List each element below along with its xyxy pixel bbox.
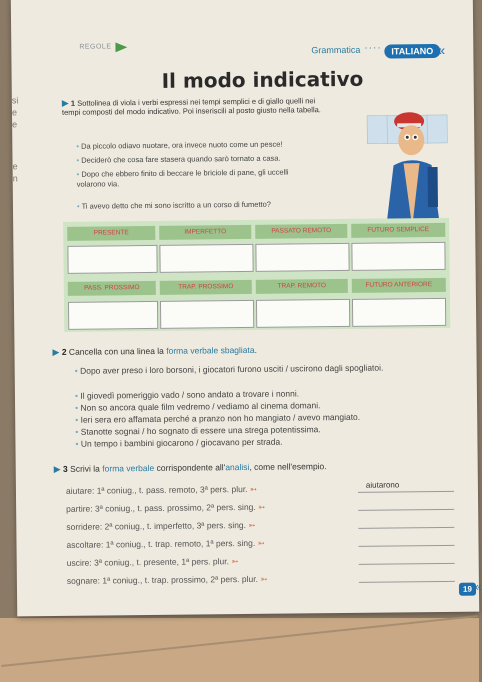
- exercise1-sentence: • Da piccolo odiavo nuotare, ora invece nuoto come un pesce!: [76, 139, 283, 151]
- table-cell[interactable]: [351, 242, 445, 271]
- table-header: FUTURO ANTERIORE: [352, 278, 446, 293]
- table-header: IMPERFETTO: [159, 225, 251, 240]
- dots-decoration: ····: [364, 42, 382, 54]
- margin-letter: si: [11, 95, 19, 106]
- arrow-icon: ➳: [257, 537, 265, 548]
- instruction-text: corrispondente all': [154, 462, 226, 473]
- answer-line[interactable]: [358, 509, 454, 511]
- table-cell[interactable]: [352, 298, 446, 327]
- exercise3-row: [67, 556, 239, 569]
- table-cell[interactable]: [68, 301, 158, 330]
- sentence-text: Dopo che ebbero finito di beccare le briciole di pane, gli uccelli volarono via.: [76, 167, 289, 189]
- table-cell[interactable]: [160, 300, 254, 329]
- analysis-text: ascoltare: 1ª coniug., t. trap. remoto, 1ª pers. sing.: [66, 537, 256, 550]
- sentence-text: Stanotte sognai / ho sognato di essere una strega potentissima.: [80, 424, 321, 437]
- exercise1-number: 1: [70, 98, 76, 108]
- page-number: 19: [459, 583, 476, 596]
- table-cell[interactable]: [256, 299, 350, 328]
- instruction-text: Cancella con una linea la: [68, 345, 167, 357]
- arrow-icon: ➳: [249, 483, 258, 494]
- exercise2-sentence: • Non so ancora quale film vedremo / vediamo al cinema domani.: [75, 400, 321, 413]
- analysis-text: partire: 3ª coniug., t. pass. prossimo, 2ª pers. sing.: [66, 501, 256, 514]
- exercise3-number: 3: [62, 463, 68, 474]
- analysis-text: sognare: 1ª coniug., t. trap. prossimo, 2ª pers. plur.: [66, 573, 258, 586]
- exercise-arrow-icon: ▶: [52, 346, 60, 358]
- double-chevron-icon: «: [437, 41, 446, 58]
- sentence-text: Ieri sera ero affamata perché a pranzo non ho mangiato / avevo mangiato.: [80, 411, 361, 425]
- margin-letter: e: [12, 119, 18, 130]
- sentence-text: Non so ancora quale film vedremo / vediamo al cinema domani.: [80, 400, 321, 413]
- answer-line[interactable]: [359, 581, 455, 583]
- margin-letter: e: [12, 161, 18, 172]
- textbook-page: [11, 0, 482, 616]
- exercise1-text: Sottolinea di viola i verbi espressi nei tempi semplici e di giallo quelli nei tempi composti del modo indicativo. Poi inseriscili al posto giusto nella tabella.: [61, 96, 321, 117]
- sentence-text: Deciderò che cosa fare stasera quando sarò tornato a casa.: [81, 153, 281, 165]
- analysis-text: sorridere: 2ª coniug., t. imperfetto, 3ª pers. sing.: [66, 520, 247, 532]
- page-title: Il modo indicativo: [161, 66, 364, 93]
- boy-illustration: [357, 107, 450, 228]
- instruction-text: , come nell'esempio.: [249, 461, 327, 472]
- exercise-arrow-icon: ▶: [61, 97, 69, 108]
- answer-text: aiutarono: [365, 480, 400, 490]
- arrow-icon: ➳: [258, 501, 266, 512]
- table-header: FUTURO SEMPLICE: [351, 223, 445, 238]
- exercise2-instruction: [52, 345, 257, 358]
- table-cell[interactable]: [67, 245, 157, 274]
- double-chevron-icon: «: [474, 579, 482, 594]
- exercise3-row: [66, 538, 264, 551]
- margin-letter: n: [12, 173, 18, 184]
- exercise3-row: [66, 502, 265, 515]
- ribbon-icon: [115, 42, 127, 52]
- sentence-text: Un tempo i bambini giocarono / giocavano per strada.: [80, 436, 283, 449]
- answer-line[interactable]: [358, 527, 454, 529]
- subject-label: Grammatica: [311, 44, 361, 56]
- instruction-text: Scrivi la: [70, 463, 103, 474]
- exercise1-sentence: • Deciderò che cosa fare stasera quando sarò tornato a casa.: [76, 153, 281, 165]
- subject-badge: ITALIANO: [384, 44, 440, 59]
- header-label: REGOLE: [79, 43, 112, 51]
- table-cell[interactable]: [159, 244, 253, 273]
- instruction-highlight: forma verbale sbagliata: [166, 344, 255, 356]
- tenses-table: [63, 218, 450, 332]
- instruction-highlight: forma verbale: [102, 462, 155, 474]
- answer-line[interactable]: [359, 563, 455, 565]
- table-header: TRAP. REMOTO: [256, 279, 348, 294]
- exercise2-sentence: • Un tempo i bambini giocarono / giocavano per strada.: [75, 436, 283, 449]
- arrow-icon: ➳: [231, 556, 239, 567]
- table-cell[interactable]: [255, 243, 349, 272]
- exercise3-instruction: [54, 461, 327, 475]
- exercise2-sentence: • Il giovedì pomeriggio vado / sono andato a trovare i nonni.: [74, 388, 300, 401]
- analysis-text: aiutare: 1ª coniug., t. pass. remoto, 3ª pers. plur.: [65, 483, 248, 496]
- instruction-highlight: analisi: [225, 461, 250, 473]
- exercise1-instruction: [62, 96, 332, 117]
- margin-letter: e: [11, 107, 18, 118]
- table-header: PRESENTE: [67, 226, 155, 241]
- exercise2-number: 2: [61, 346, 67, 357]
- arrow-icon: ➳: [248, 519, 256, 530]
- sentence-text: Da piccolo odiavo nuotare, ora invece nuoto come un pesce!: [81, 139, 283, 151]
- exercise2-sentence: • Ieri sera ero affamata perché a pranzo non ho mangiato / avevo mangiato.: [75, 411, 361, 425]
- exercise1-sentence: • Ti avevo detto che mi sono iscritto a un corso di fumetto?: [76, 199, 272, 211]
- exercise3-row: [66, 520, 255, 533]
- table-header: PASS. PROSSIMO: [68, 281, 156, 296]
- exercise2-sentence: • Stanotte sognai / ho sognato di essere una strega potentissima.: [75, 424, 321, 437]
- exercise1-sentence: • Dopo che ebbero finito di beccare le briciole di pane, gli uccelli volarono via.: [76, 167, 289, 189]
- sentence-text: Ti avevo detto che mi sono iscritto a un corso di fumetto?: [81, 199, 272, 211]
- floor-tile: [0, 618, 479, 682]
- exercise-arrow-icon: ▶: [53, 463, 61, 475]
- answer-line[interactable]: [358, 491, 454, 493]
- exercise3-row: [67, 574, 268, 587]
- sentence-text: Dopo aver preso i loro borsoni, i giocatori furono usciti / uscirono dagli spogliatoi.: [79, 362, 384, 376]
- instruction-text: .: [254, 344, 258, 355]
- table-header: PASSATO REMOTO: [255, 224, 347, 239]
- previous-page-edge: [11, 56, 30, 316]
- arrow-icon: ➳: [260, 573, 268, 584]
- analysis-text: uscire: 3ª coniug., t. presente, 1ª pers. plur.: [66, 556, 229, 568]
- answer-line[interactable]: [359, 545, 455, 547]
- sentence-text: Il giovedì pomeriggio vado / sono andato a trovare i nonni.: [80, 388, 300, 401]
- exercise2-sentence: • Dopo aver preso i loro borsoni, i giocatori furono usciti / uscirono dagli spogliatoi.: [74, 362, 384, 376]
- table-header: TRAP. PROSSIMO: [160, 280, 252, 295]
- exercise3-row: [66, 484, 257, 497]
